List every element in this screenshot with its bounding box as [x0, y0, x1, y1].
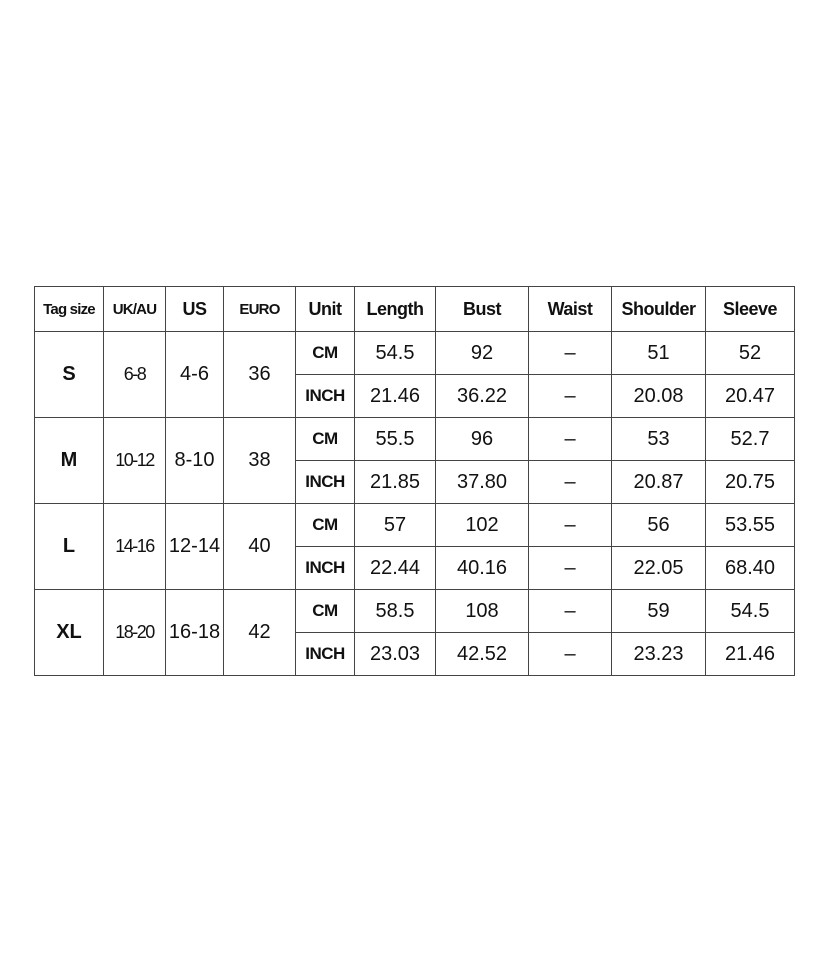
- euro-cell: 42: [224, 590, 296, 676]
- length-cell: 21.46: [355, 375, 436, 418]
- waist-cell: –: [529, 633, 612, 676]
- shoulder-cell: 59: [612, 590, 706, 633]
- waist-cell: –: [529, 418, 612, 461]
- bust-cell: 40.16: [436, 547, 529, 590]
- us-cell: 8-10: [166, 418, 224, 504]
- table-row: [35, 504, 795, 547]
- sleeve-cell: 53.55: [706, 504, 795, 547]
- header-bust: Bust: [436, 287, 529, 332]
- euro-cell: 40: [224, 504, 296, 590]
- sleeve-cell: 54.5: [706, 590, 795, 633]
- length-cell: 58.5: [355, 590, 436, 633]
- bust-cell: 37.80: [436, 461, 529, 504]
- sleeve-cell: 20.47: [706, 375, 795, 418]
- shoulder-cell: 51: [612, 332, 706, 375]
- unit-cell: INCH: [296, 375, 355, 418]
- table-body: [35, 332, 795, 676]
- bust-cell: 92: [436, 332, 529, 375]
- shoulder-cell: 22.05: [612, 547, 706, 590]
- unit-cell: CM: [296, 418, 355, 461]
- unit-cell: CM: [296, 590, 355, 633]
- unit-cell: INCH: [296, 633, 355, 676]
- waist-cell: –: [529, 461, 612, 504]
- header-waist: Waist: [529, 287, 612, 332]
- us-cell: 12-14: [166, 504, 224, 590]
- header-tag-size: Tag size: [35, 287, 104, 332]
- sleeve-cell: 20.75: [706, 461, 795, 504]
- waist-cell: –: [529, 547, 612, 590]
- header-length: Length: [355, 287, 436, 332]
- waist-cell: –: [529, 504, 612, 547]
- header-uk-au: UK/AU: [104, 287, 166, 332]
- length-cell: 54.5: [355, 332, 436, 375]
- header-sleeve: Sleeve: [706, 287, 795, 332]
- header-row: [35, 287, 795, 332]
- unit-cell: INCH: [296, 547, 355, 590]
- shoulder-cell: 23.23: [612, 633, 706, 676]
- length-cell: 22.44: [355, 547, 436, 590]
- tag-size-cell: L: [35, 504, 104, 590]
- table-header: [35, 287, 795, 332]
- length-cell: 23.03: [355, 633, 436, 676]
- uk-au-cell: 10-12: [104, 418, 166, 504]
- us-cell: 4-6: [166, 332, 224, 418]
- uk-au-cell: 6-8: [104, 332, 166, 418]
- table-row: [35, 590, 795, 633]
- header-unit: Unit: [296, 287, 355, 332]
- waist-cell: –: [529, 375, 612, 418]
- bust-cell: 108: [436, 590, 529, 633]
- bust-cell: 36.22: [436, 375, 529, 418]
- us-cell: 16-18: [166, 590, 224, 676]
- sleeve-cell: 68.40: [706, 547, 795, 590]
- tag-size-cell: XL: [35, 590, 104, 676]
- sleeve-cell: 52.7: [706, 418, 795, 461]
- uk-au-cell: 18-20: [104, 590, 166, 676]
- bust-cell: 102: [436, 504, 529, 547]
- unit-cell: INCH: [296, 461, 355, 504]
- bust-cell: 96: [436, 418, 529, 461]
- tag-size-cell: S: [35, 332, 104, 418]
- bust-cell: 42.52: [436, 633, 529, 676]
- shoulder-cell: 20.87: [612, 461, 706, 504]
- length-cell: 21.85: [355, 461, 436, 504]
- sleeve-cell: 52: [706, 332, 795, 375]
- header-us: US: [166, 287, 224, 332]
- shoulder-cell: 20.08: [612, 375, 706, 418]
- tag-size-cell: M: [35, 418, 104, 504]
- shoulder-cell: 53: [612, 418, 706, 461]
- waist-cell: –: [529, 332, 612, 375]
- table-row: [35, 332, 795, 375]
- length-cell: 57: [355, 504, 436, 547]
- length-cell: 55.5: [355, 418, 436, 461]
- header-euro: EURO: [224, 287, 296, 332]
- unit-cell: CM: [296, 332, 355, 375]
- table-row: [35, 418, 795, 461]
- euro-cell: 36: [224, 332, 296, 418]
- shoulder-cell: 56: [612, 504, 706, 547]
- euro-cell: 38: [224, 418, 296, 504]
- size-chart-table: [34, 286, 795, 676]
- header-shoulder: Shoulder: [612, 287, 706, 332]
- unit-cell: CM: [296, 504, 355, 547]
- sleeve-cell: 21.46: [706, 633, 795, 676]
- waist-cell: –: [529, 590, 612, 633]
- uk-au-cell: 14-16: [104, 504, 166, 590]
